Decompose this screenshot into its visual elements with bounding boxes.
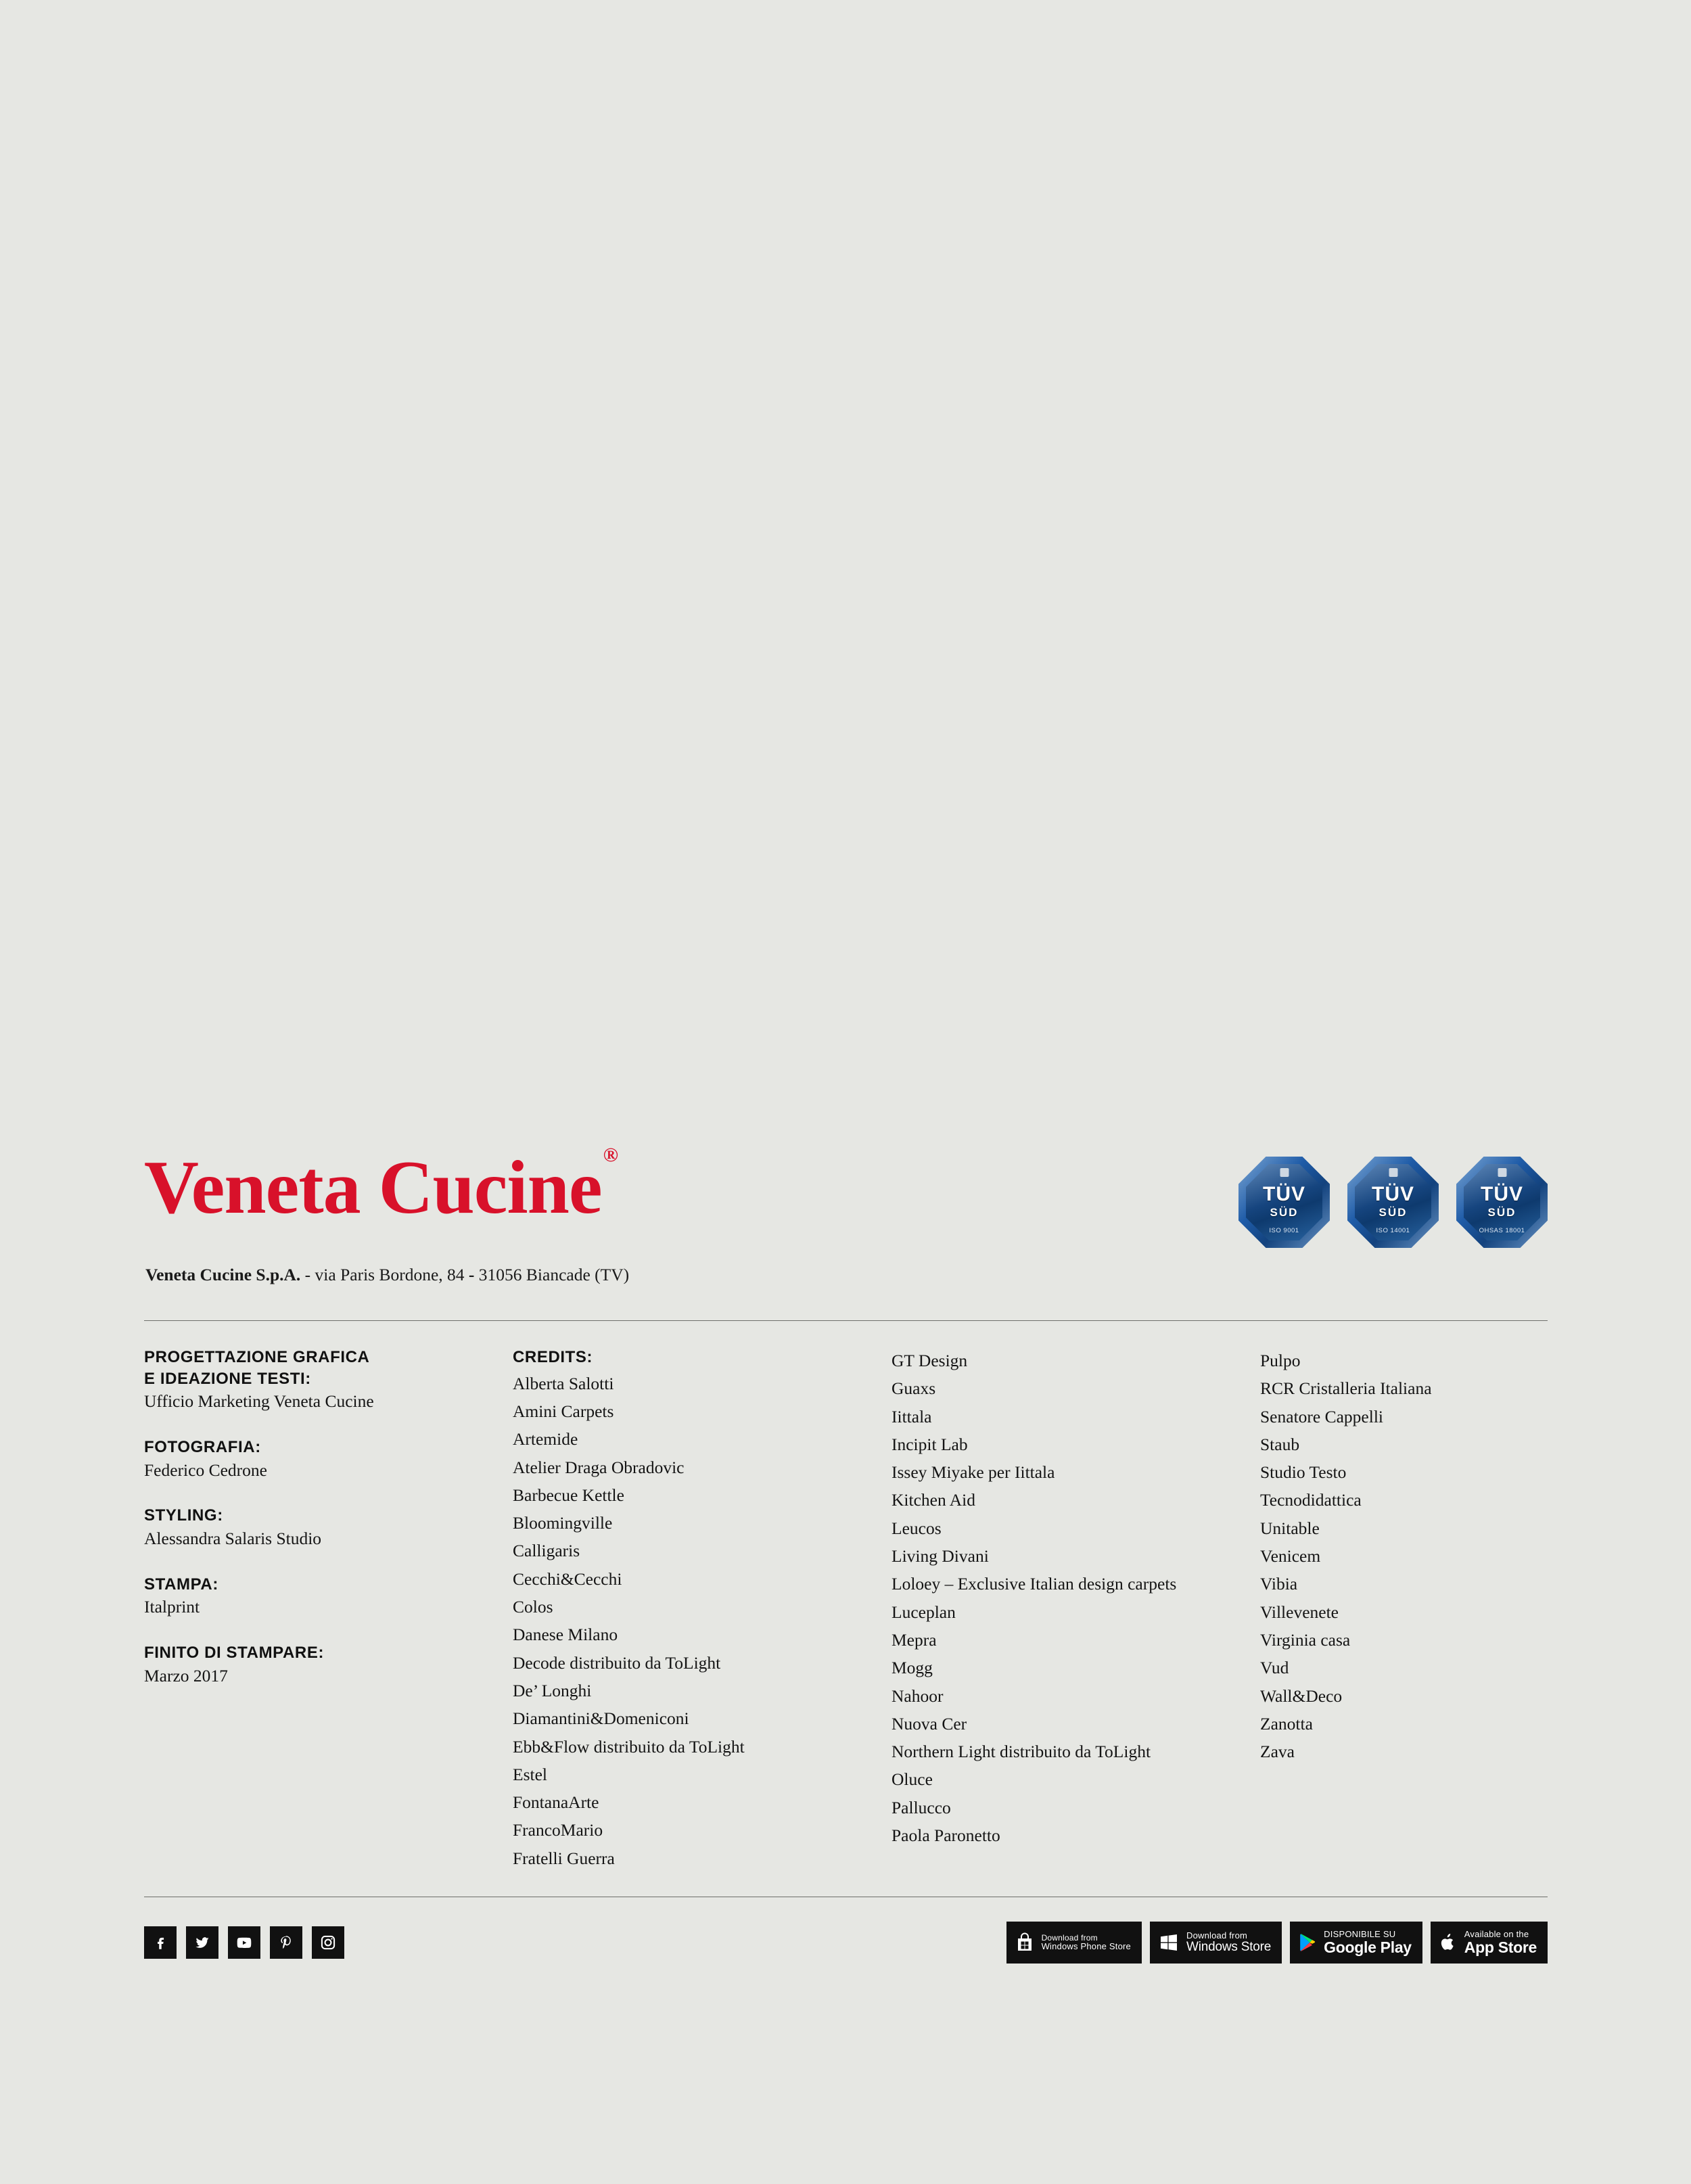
credit-item: Ebb&Flow distribuito da ToLight <box>513 1736 745 1757</box>
colophon-value: Alessandra Salaris Studio <box>144 1529 322 1549</box>
credit-item: Staub <box>1260 1434 1300 1454</box>
credit-item: Zanotta <box>1260 1713 1313 1734</box>
credit-item: FrancoMario <box>513 1820 603 1840</box>
google-play-badge[interactable] <box>1290 1922 1422 1964</box>
credit-item: Pulpo <box>1260 1351 1301 1370</box>
windows-logo-icon <box>1159 1932 1179 1953</box>
badge-sub: SÜD <box>1270 1205 1299 1219</box>
colophon-page <box>144 1143 1548 1964</box>
credit-item: Vud <box>1260 1658 1289 1678</box>
colophon-heading-line-2: E IDEAZIONE TESTI: <box>144 1369 311 1388</box>
apple-logo-icon <box>1439 1932 1457 1953</box>
credit-item: Northern Light distribuito da ToLight <box>891 1742 1151 1762</box>
certification-badges <box>1238 1157 1548 1248</box>
colophon-heading: STAMPA: <box>144 1575 218 1594</box>
colophon-heading: FOTOGRAFIA: <box>144 1438 261 1457</box>
tuv-sud-badge-ohsas18001 <box>1456 1157 1548 1248</box>
brand-logo <box>144 1143 618 1230</box>
credit-item: Oluce <box>891 1769 933 1790</box>
app-store-text <box>1464 1930 1537 1955</box>
credit-item: Incipit Lab <box>891 1434 968 1454</box>
colophon-heading <box>144 1347 513 1389</box>
badge-sub: SÜD <box>1379 1205 1408 1219</box>
credit-item: Unitable <box>1260 1518 1320 1538</box>
credit-item: Iittala <box>891 1406 932 1426</box>
credit-item: Living Divani <box>891 1546 989 1566</box>
windows-phone-bag-icon <box>1015 1932 1034 1953</box>
credit-item: Mogg <box>891 1658 933 1678</box>
credit-item: Nahoor <box>891 1686 944 1706</box>
address-sep-2: - <box>468 1265 475 1284</box>
company-street: via Paris Bordone, 84 <box>315 1265 465 1284</box>
badge-sub: SÜD <box>1487 1205 1516 1219</box>
credit-item: Bloomingville <box>513 1513 613 1533</box>
badge-standard: ISO 9001 <box>1269 1227 1299 1234</box>
credit-item: Villevenete <box>1260 1602 1339 1622</box>
credit-item: Guaxs <box>891 1378 936 1399</box>
company-address <box>145 1265 629 1285</box>
credit-item: Artemide <box>513 1429 578 1449</box>
colophon-heading-line-1: PROGETTAZIONE GRAFICA <box>144 1348 370 1366</box>
credits-column-1 <box>513 1347 891 1872</box>
credit-item: Diamantini&Domeniconi <box>513 1709 689 1729</box>
company-name: Veneta Cucine S.p.A. <box>145 1265 301 1284</box>
credit-item: Studio Testo <box>1260 1462 1347 1483</box>
store-line-1: DISPONIBILE SU <box>1324 1929 1396 1940</box>
credit-item: Cecchi&Cecchi <box>513 1569 622 1589</box>
credit-item: GT Design <box>891 1351 968 1370</box>
windows-phone-store-badge[interactable] <box>1006 1922 1142 1964</box>
tuv-sud-badge-iso9001 <box>1238 1157 1330 1248</box>
badge-mark: TÜV <box>1263 1182 1305 1205</box>
windows-store-badge[interactable] <box>1150 1922 1282 1964</box>
credit-item: Vibia <box>1260 1574 1298 1594</box>
store-line-2: Windows Phone Store <box>1041 1941 1131 1952</box>
credits-heading: CREDITS: <box>513 1348 593 1366</box>
credit-item: Leucos <box>891 1518 942 1538</box>
company-city: 31056 Biancade (TV) <box>478 1265 630 1284</box>
brand-logo-text: Veneta Cucine <box>144 1146 602 1230</box>
credits-column-3 <box>1260 1347 1544 1872</box>
credit-item: FontanaArte <box>513 1792 599 1813</box>
credit-item: Mepra <box>891 1629 937 1650</box>
credit-item: Amini Carpets <box>513 1401 614 1421</box>
colophon-block-print-date <box>144 1642 513 1688</box>
credit-item: Danese Milano <box>513 1625 618 1645</box>
credit-item: Virginia casa <box>1260 1629 1351 1650</box>
colophon-value: Federico Cedrone <box>144 1460 267 1480</box>
app-store-badge[interactable] <box>1431 1922 1548 1964</box>
social-links <box>144 1926 344 1959</box>
credit-item: Fratelli Guerra <box>513 1848 615 1868</box>
store-line-1: Download from <box>1041 1932 1098 1943</box>
credit-item: Colos <box>513 1597 553 1617</box>
credits-columns <box>144 1321 1548 1897</box>
colophon-block-graphic-design <box>144 1347 513 1414</box>
credit-item: Issey Miyake per Iittala <box>891 1462 1055 1483</box>
store-line-1: Available on the <box>1464 1929 1529 1940</box>
credit-item: Zava <box>1260 1742 1295 1762</box>
tuv-sud-badge-iso14001 <box>1347 1157 1439 1248</box>
masthead <box>144 1143 1548 1305</box>
credit-item: De’ Longhi <box>513 1680 592 1700</box>
credit-item: Barbecue Kettle <box>513 1485 624 1505</box>
windows-store-text <box>1186 1931 1271 1954</box>
store-line-2: Windows Store <box>1186 1939 1272 1954</box>
store-line-2: Google Play <box>1324 1938 1412 1956</box>
twitter-icon[interactable] <box>186 1926 218 1959</box>
colophon-value: Marzo 2017 <box>144 1665 228 1686</box>
colophon-heading: FINITO DI STAMPARE: <box>144 1644 325 1663</box>
badge-standard: OHSAS 18001 <box>1479 1227 1525 1234</box>
credit-item: Decode distribuito da ToLight <box>513 1652 721 1673</box>
registered-mark: ® <box>603 1143 618 1166</box>
badge-mark: TÜV <box>1372 1182 1414 1205</box>
app-store-badges <box>1006 1922 1548 1964</box>
badge-standard: ISO 14001 <box>1376 1227 1410 1234</box>
badge-mark: TÜV <box>1481 1182 1523 1205</box>
credit-item: Atelier Draga Obradovic <box>513 1457 685 1477</box>
credit-item: Senatore Cappelli <box>1260 1406 1383 1426</box>
credit-item: Venicem <box>1260 1546 1321 1566</box>
google-play-text <box>1324 1930 1412 1955</box>
credits-column-2 <box>891 1347 1260 1872</box>
address-sep-1: - <box>304 1265 311 1284</box>
credit-item: Nuova Cer <box>891 1713 967 1734</box>
credit-item: Loloey – Exclusive Italian design carpets <box>891 1574 1177 1594</box>
colophon-block-styling <box>144 1505 513 1550</box>
credit-item: RCR Cristalleria Italiana <box>1260 1378 1432 1399</box>
colophon-block-printing <box>144 1574 513 1619</box>
instagram-icon[interactable] <box>312 1926 344 1959</box>
credit-item: Kitchen Aid <box>891 1490 975 1510</box>
colophon-heading: STYLING: <box>144 1506 223 1525</box>
youtube-icon[interactable] <box>228 1926 260 1959</box>
colophon-column <box>144 1347 513 1872</box>
store-line-1: Download from <box>1186 1930 1248 1941</box>
colophon-block-photography <box>144 1437 513 1482</box>
credit-item: Tecnodidattica <box>1260 1490 1362 1510</box>
colophon-value: Italprint <box>144 1597 200 1617</box>
facebook-icon[interactable] <box>144 1926 177 1959</box>
credit-item: Pallucco <box>891 1797 951 1817</box>
credit-item: Wall&Deco <box>1260 1686 1343 1706</box>
credit-item: Paola Paronetto <box>891 1826 1000 1846</box>
credit-item: Luceplan <box>891 1602 956 1622</box>
colophon-value: Ufficio Marketing Veneta Cucine <box>144 1391 374 1412</box>
pinterest-icon[interactable] <box>270 1926 302 1959</box>
google-play-icon <box>1299 1932 1316 1953</box>
footer <box>144 1897 1548 1964</box>
windows-phone-store-text <box>1042 1934 1131 1951</box>
credit-item: Calligaris <box>513 1541 580 1561</box>
credit-item: Alberta Salotti <box>513 1373 614 1393</box>
credit-item: Estel <box>513 1764 547 1784</box>
store-line-2: App Store <box>1464 1938 1537 1956</box>
